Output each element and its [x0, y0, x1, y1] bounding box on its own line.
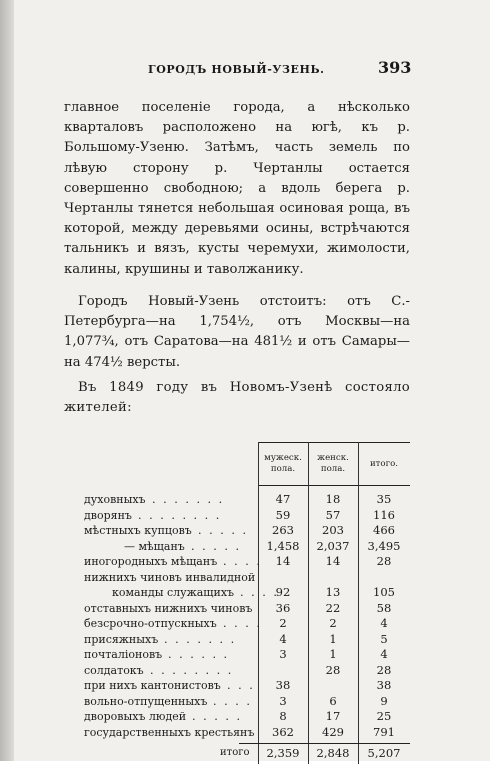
- cell-male: 92: [275, 585, 291, 599]
- row-leader-dots: . . . . . .: [168, 648, 230, 661]
- table-row: [64, 523, 410, 539]
- cell-total: 5: [380, 631, 388, 646]
- cell-total: 25: [376, 709, 392, 723]
- row-leader-dots: . . . . .: [198, 524, 249, 537]
- cell-male: 3: [279, 647, 287, 661]
- table-row: [64, 601, 410, 617]
- col-header-male: мужеск. пола.: [264, 453, 302, 474]
- col-header-female: женск. пола.: [317, 453, 349, 474]
- table-body: [64, 492, 410, 740]
- row-label: команды служащихъ: [112, 586, 235, 599]
- table-row: [64, 678, 410, 694]
- cell-female: 22: [325, 600, 341, 615]
- cell-total: 466: [373, 523, 395, 537]
- row-leader-dots: . . . . . . .: [164, 632, 237, 646]
- total-all: 5,207: [367, 746, 401, 760]
- row-label: солдатокъ: [84, 663, 144, 677]
- row-label: вольно-отпущенныхъ: [84, 694, 208, 708]
- table-row: [64, 647, 410, 663]
- row-leader-dots: . . . .: [223, 555, 262, 568]
- row-label: безсрочно-отпускныхъ: [84, 617, 217, 630]
- cell-total: 791: [373, 724, 395, 739]
- row-label: дворовыхъ людей: [84, 710, 187, 723]
- cell-male: 362: [272, 724, 294, 739]
- cell-female: 13: [325, 585, 341, 599]
- row-label: дворянъ: [84, 508, 132, 522]
- table-row: [64, 616, 410, 632]
- cell-male: 8: [279, 709, 287, 723]
- book-gutter: [0, 0, 14, 761]
- cell-total: 38: [376, 678, 392, 692]
- row-leader-dots: . . . . . . .: [152, 493, 225, 506]
- cell-total: 58: [376, 600, 392, 615]
- row-label: — мѣщанъ: [124, 539, 185, 553]
- cell-total: 28: [376, 554, 392, 568]
- table-row: [64, 585, 410, 601]
- row-leader-dots: . . . . . . . .: [150, 663, 234, 677]
- cell-total: 28: [376, 662, 392, 677]
- row-label: духовныхъ: [84, 493, 146, 506]
- cell-female: 203: [322, 523, 344, 537]
- table-row: [64, 508, 410, 524]
- table-row: [64, 554, 410, 570]
- cell-female: 6: [329, 693, 337, 708]
- cell-female: 18: [325, 492, 341, 506]
- total-female: 2,848: [316, 746, 350, 760]
- row-label: нижнихъ чиновъ инвалидной: [84, 570, 256, 584]
- cell-total: 105: [373, 585, 395, 599]
- cell-female: 14: [325, 554, 341, 568]
- cell-male: 36: [275, 600, 291, 615]
- row-label: присяжныхъ: [84, 632, 159, 646]
- row-label: почталiоновъ: [84, 648, 163, 661]
- cell-total: 35: [376, 492, 392, 506]
- cell-male: 4: [279, 631, 287, 646]
- cell-female: 17: [325, 709, 341, 723]
- running-head: ГОРОДЪ НОВЫЙ-УЗЕНЬ.: [148, 63, 325, 76]
- cell-female: 57: [325, 507, 341, 522]
- cell-female: 28: [325, 662, 341, 677]
- cell-male: 2: [279, 616, 287, 630]
- paragraph-2: Городъ Новый-Узень отстоитъ: отъ С.-Петербурга—на 1,754½, отъ Москвы—на 1,077¾, отъ Саратова—на 481½ и отъ Самары—на 474½ версты.: [64, 294, 410, 370]
- row-label: иногородныхъ мѣщанъ: [84, 555, 218, 568]
- paragraph-3: Въ 1849 году въ Новомъ-Узенѣ состояло жителей:: [64, 380, 410, 416]
- table-row: [64, 492, 410, 508]
- cell-total: 4: [380, 616, 388, 630]
- cell-total: 4: [380, 647, 388, 661]
- row-label: государственныхъ крестьянъ: [84, 725, 255, 739]
- table-row: [64, 570, 410, 586]
- cell-female: 1: [329, 631, 337, 646]
- cell-male: 47: [275, 492, 291, 506]
- table-row: [64, 725, 410, 741]
- table-row: [64, 632, 410, 648]
- cell-male: 1,458: [266, 538, 300, 553]
- cell-total: 3,495: [367, 538, 401, 553]
- row-leader-dots: . . . . . . . .: [138, 508, 222, 522]
- total-row: [64, 744, 410, 762]
- cell-male: 59: [275, 507, 291, 522]
- row-leader-dots: . . .: [227, 679, 255, 692]
- row-leader-dots: . . . .: [213, 694, 252, 708]
- cell-female: 429: [322, 724, 344, 739]
- cell-female: 2: [329, 616, 337, 630]
- table-row: [64, 539, 410, 555]
- table-row: [64, 694, 410, 710]
- row-leader-dots: . . . . .: [191, 539, 242, 553]
- total-label: итого: [220, 747, 250, 758]
- row-leader-dots: . . . . .: [192, 710, 243, 723]
- cell-total: 116: [373, 507, 395, 522]
- row-leader-dots: . . . .: [223, 617, 262, 630]
- cell-female: 2,037: [316, 538, 350, 553]
- table-row: [64, 663, 410, 679]
- row-label: отставныхъ нижнихъ чиновъ: [84, 601, 253, 615]
- row-label: мѣстныхъ купцовъ: [84, 524, 192, 537]
- row-label: при нихъ кантонистовъ: [84, 679, 221, 692]
- cell-male: 3: [279, 693, 287, 708]
- cell-total: 9: [380, 693, 388, 708]
- cell-male: 38: [275, 678, 291, 692]
- table-header: [258, 442, 410, 486]
- col-header-total: итого.: [369, 458, 399, 469]
- table-row: [64, 709, 410, 725]
- page-number: 393: [378, 58, 412, 77]
- row-leader-dots: . . . .: [240, 586, 279, 599]
- cell-male: 14: [275, 554, 291, 568]
- total-male: 2,359: [266, 746, 300, 760]
- paragraph-1: главное поселенiе города, а нѣсколько кварталовъ расположено на югѣ, къ р. Большому-Узеню. Затѣмъ, часть земель по лѣвую сторону р. Чертанлы остается совершенно свободною; а вдоль берега р. Чертанлы тянется небольшая осиновая роща, въ которой, между деревьями осины, встрѣчаются тальникъ и вязъ, кусты черемухи, жимолости, калины, крушины и таволжанику.: [64, 100, 410, 277]
- cell-female: 1: [329, 647, 337, 661]
- cell-male: 263: [272, 523, 294, 537]
